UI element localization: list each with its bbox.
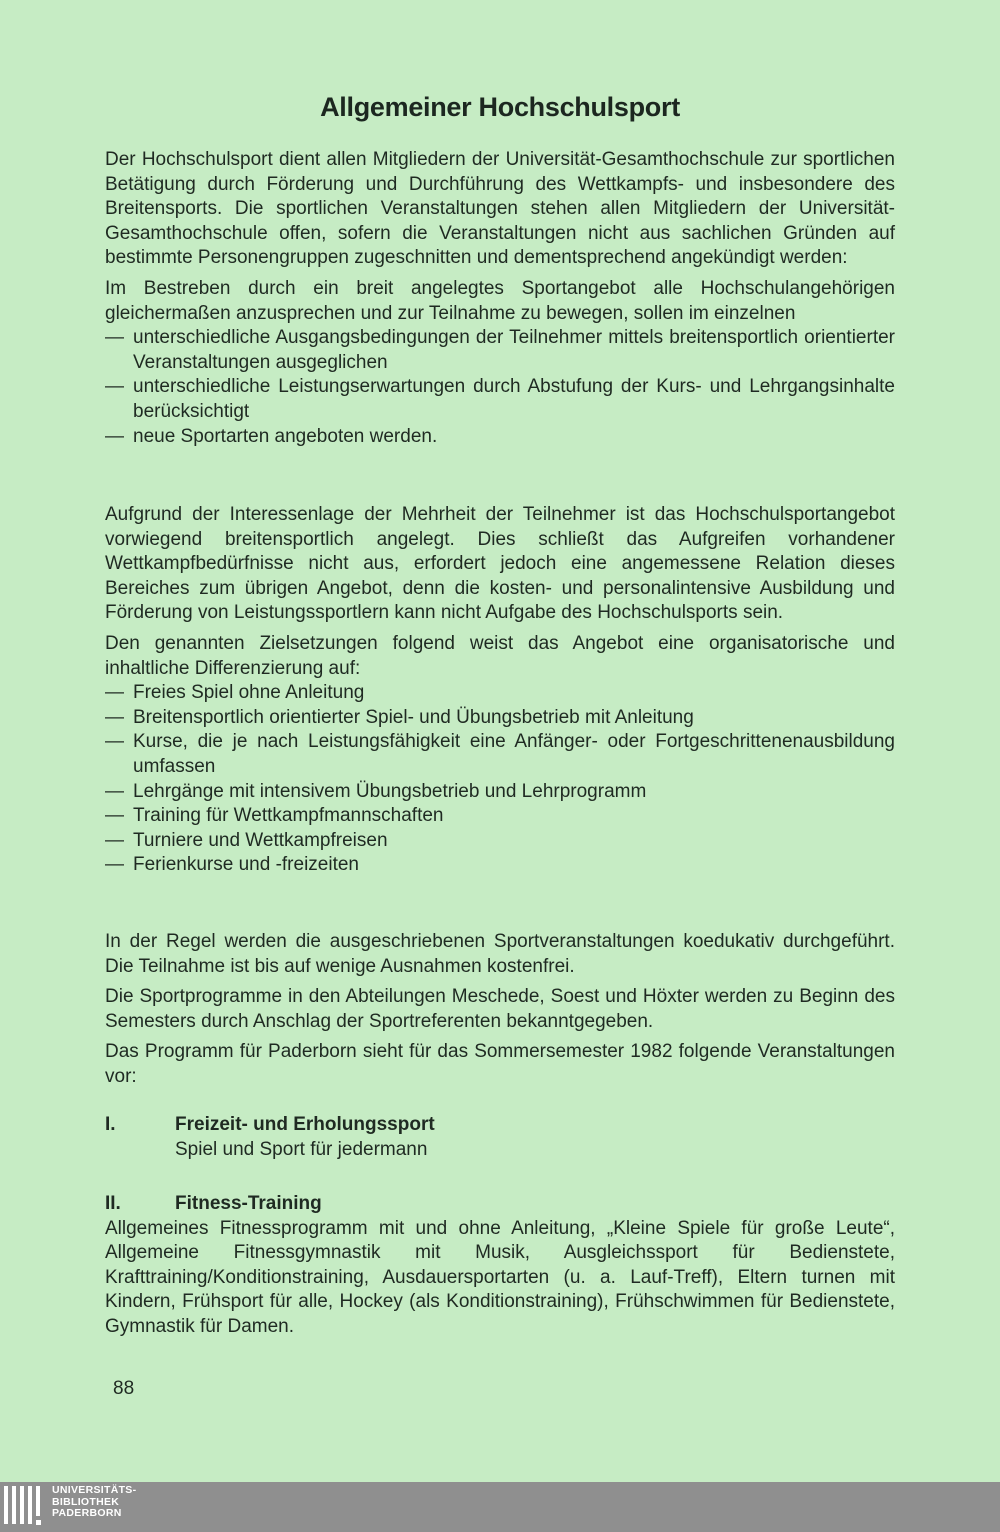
logo-line-2: BIBLIOTHEK (52, 1495, 120, 1508)
section-1 (105, 1113, 895, 1162)
list-item: — Ferienkurse und -freizeiten (105, 853, 895, 878)
section-heading (105, 1192, 895, 1217)
body-paragraph-4: Die Sportprogramme in den Abteilungen Meschede, Soest und Höxter werden zu Beginn des Semesters durch Anschlag der Sportreferenten bekanntgegeben. (105, 986, 895, 1032)
body-paragraph-3: In der Regel werden die ausgeschriebenen Sportveranstaltungen koedukativ durchgeführt. Die Teilnahme ist bis auf wenige Ausnahmen kostenfrei. (105, 931, 895, 977)
body-block (105, 503, 895, 878)
list-item: — Kurse, die je nach Leistungsfähigkeit eine Anfänger- oder Fortgeschrittenenausbildung umfassen (105, 730, 895, 779)
intro-block (105, 148, 895, 449)
list-item: — neue Sportarten angeboten werden. (105, 425, 895, 450)
program-block (105, 930, 895, 1090)
intro-paragraph-2: Im Bestreben durch ein breit angelegtes Sportangebot alle Hochschulangehörigen gleichermaßen anzusprechen und zur Teilnahme zu bewegen, sollen im einzelnen (105, 277, 895, 324)
logo-line-1: UNIVERSITÄTS- (52, 1484, 137, 1496)
section-2 (105, 1192, 895, 1340)
body-paragraph-1: Aufgrund der Interessenlage der Mehrheit der Teilnehmer ist das Hochschulsportangebot vorwiegend breitensportlich angelegt. Dies schließt das Aufgreifen vorhandener Wettkampfbedürfnisse nicht aus, erfordert jedoch eine angemessene Relation dieses Bereiches zum übrigen Angebot, denn die kosten- und personalintensive Ausbildung und Förderung von Leistungssportlern kann nicht Aufgabe des Hochschulsports sein. (105, 504, 895, 624)
list-item: — Turniere und Wettkampfreisen (105, 829, 895, 854)
page-number: 88 (113, 1378, 135, 1399)
offers-list (105, 681, 895, 878)
section-heading (105, 1113, 895, 1138)
list-item: — unterschiedliche Ausgangsbedingungen der Teilnehmer mittels breitensportlich orientierter Veranstaltungen ausgeglichen (105, 326, 895, 375)
page-title: Allgemeiner Hochschulsport (320, 92, 680, 122)
list-item: — Training für Wettkampfmannschaften (105, 804, 895, 829)
section-number: I. (105, 1114, 116, 1135)
list-item: — Lehrgänge mit intensivem Übungsbetrieb und Lehrprogramm (105, 780, 895, 805)
list-item: — Freies Spiel ohne Anleitung (105, 681, 895, 706)
logo-line-3: PADERBORN (52, 1507, 122, 1519)
section-text: Allgemeines Fitnessprogramm mit und ohne Anleitung, „Kleine Spiele für große Leute“, Allgemeine Fitnessgymnastik mit Musik, Ausgleichssport für Bedienstete, Krafttraining/Konditionstraining, Ausdauersportarten (u. a. Lauf-Treff), Eltern turnen mit Kindern, Frühsport für alle, Hockey (als Konditionstraining), Frühschwimmen für Bedienstete, Gymnastik für Damen. (105, 1217, 895, 1337)
section-text: Spiel und Sport für jedermann (175, 1138, 428, 1160)
section-number: II. (105, 1193, 121, 1214)
library-footer (0, 1482, 1000, 1532)
section-title: Freizeit- und Erholungssport (175, 1114, 435, 1135)
section-title: Fitness-Training (175, 1193, 322, 1214)
intro-paragraph-1: Der Hochschulsport dient allen Mitgliedern der Universität-Gesamthochschule zur sportlichen Betätigung durch Förderung und Durchführung des Wettkampfs- und insbesondere des Breitensports. Die sportlichen Veranstaltungen stehen allen Mitgliedern der Universität-Gesamthochschule offen, sofern die Veranstaltungen nicht aus sachlichen Gründen auf bestimmte Personengruppen zugeschnitten und dementsprechend angekündigt werden: (105, 149, 895, 269)
goals-list (105, 326, 895, 449)
body-paragraph-5: Das Programm für Paderborn sieht für das Sommersemester 1982 folgende Veranstaltungen vor: (105, 1041, 895, 1087)
list-item: — Breitensportlich orientierter Spiel- und Übungsbetrieb mit Anleitung (105, 706, 895, 731)
library-logo-icon (4, 1486, 44, 1528)
list-item: — unterschiedliche Leistungserwartungen durch Abstufung der Kurs- und Lehrgangsinhalte berücksichtigt (105, 375, 895, 424)
library-logo-text (52, 1485, 136, 1520)
body-paragraph-2: Den genannten Zielsetzungen folgend weist das Angebot eine organisatorische und inhaltliche Differenzierung auf: (105, 632, 895, 679)
